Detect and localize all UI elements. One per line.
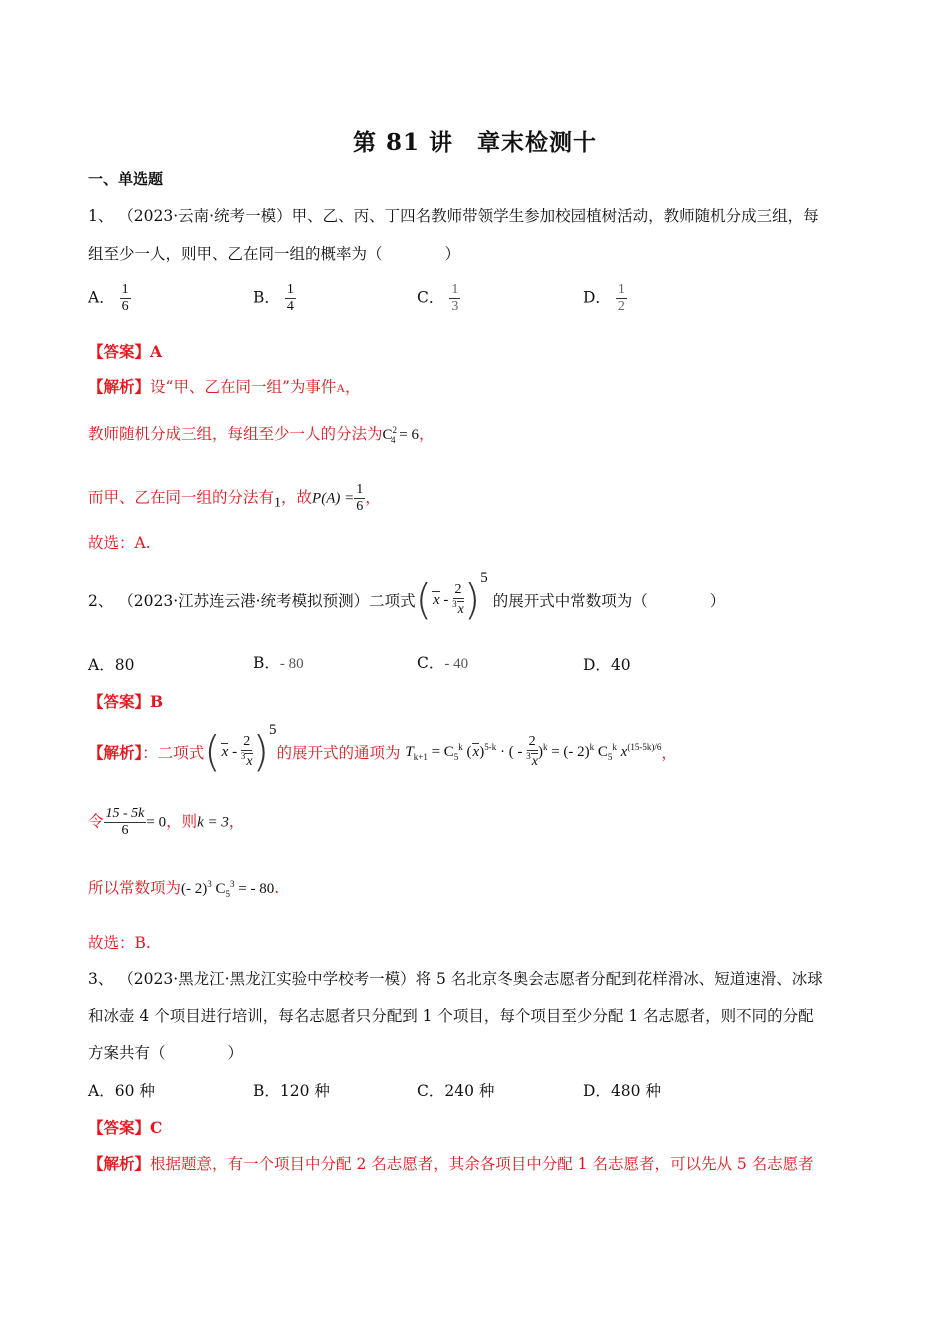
section-heading: 一、单选题 [88, 170, 164, 188]
q2-pick: 故选：B. [88, 934, 151, 952]
fraction: $\frac{2}{^3x}$ [526, 734, 538, 769]
fraction: $\frac{15 - 5k}{6}$ [105, 806, 145, 839]
q1-option-d[interactable]: D． $\frac{1}{2}$ [583, 282, 625, 315]
q3-option-d[interactable]: D．480 种 [583, 1082, 661, 1100]
q3-option-a[interactable]: A．60 种 [88, 1082, 155, 1100]
fraction: $\frac{2}{^3x}$ [452, 582, 464, 617]
fraction: $\frac{1}{6}$ [356, 482, 364, 515]
q1-line1: 1、 （2023·云南·统考一模）甲、乙、丙、丁四名教师带领学生参加校园植树活动，教师随机分成三组，每 [88, 207, 819, 225]
fraction: $\frac{1}{4}$ [286, 282, 294, 315]
fraction: $\frac{1}{2}$ [617, 282, 625, 315]
q2-analysis-3: 所以常数项为(- 2)$^3$ $C_5^3$ = - 80. [88, 879, 280, 899]
q3-line1: 3、 （2023·黑龙江·黑龙江实验中学校考一模）将 5 名北京冬奥会志愿者分配到花样滑冰、短道速滑、冰球 [88, 970, 823, 988]
q2-analysis-2: 令 $\frac{15 - 5k}{6}$ = 0，则k = 3， [88, 806, 245, 839]
q1-analysis-2: 教师随机分成三组，每组至少一人的分法为$C^2_4 = 6$， [88, 425, 435, 445]
q2-option-a[interactable]: A．80 [88, 656, 135, 674]
fraction: $\frac{1}{6}$ [121, 282, 129, 315]
q2-option-d[interactable]: D．40 [583, 656, 631, 674]
page-title: 第 81 讲 章末检测十 [352, 129, 598, 156]
q1-line2: 组至少一人，则甲、乙在同一组的概率为（ ） [88, 245, 461, 263]
q3-option-b[interactable]: B．120 种 [253, 1082, 330, 1100]
q1-pick: 故选：A. [88, 534, 151, 552]
q1-analysis-1: 【解析】设“甲、乙在同一组”为事件A， [88, 377, 361, 396]
q3-line2: 和冰壶 4 个项目进行培训，每名志愿者只分配到 1 个项目，每个项目至少分配 1 名志愿者，则不同的分配 [88, 1007, 814, 1025]
q3-analysis-1: 【解析】根据题意，有一个项目中分配 2 名志愿者，其余各项目中分配 1 名志愿者，可以先从 5 名志愿者 [88, 1154, 814, 1173]
fraction: $\frac{1}{3}$ [451, 282, 459, 315]
q1-answer: 【答案】A [88, 342, 163, 361]
fraction: $\frac{2}{^3x}$ [240, 734, 253, 769]
q1-option-c[interactable]: C． $\frac{1}{3}$ [417, 282, 459, 315]
q2-analysis-1: 【解析】：二项式(x - $\frac{2}{^3x}$ )$^5$的展开式的通项为 $T_{k+1} = C_5^k$ $(x)^{5-k}$ · ( - $\frac{2}{^3x}$ )$^k$ = (- 2)$^k$ $C_5^k$ $x^{(15-5k)/6}$， [88, 722, 677, 776]
q2-stem: 2、 （2023·江苏连云港·统考模拟预测）二项式(x - $\frac{2}{^3x}$ )$^5$ 的展开式中常数项为（ ） [88, 570, 726, 624]
q3-line3: 方案共有（ ） [88, 1044, 244, 1062]
q2-option-c[interactable]: C．- 40 [417, 654, 469, 672]
q1-option-a[interactable]: A． $\frac{1}{6}$ [88, 282, 129, 315]
q3-answer: 【答案】C [88, 1118, 163, 1137]
q3-option-c[interactable]: C．240 种 [417, 1082, 495, 1100]
q2-answer: 【答案】B [88, 692, 164, 711]
q1-analysis-3: 而甲、乙在同一组的分法有$_1$，故P(A) = $\frac{1}{6}$ ， [88, 482, 381, 515]
q2-option-b[interactable]: B．- 80 [253, 654, 304, 672]
q1-option-b[interactable]: B． $\frac{1}{4}$ [253, 282, 294, 315]
